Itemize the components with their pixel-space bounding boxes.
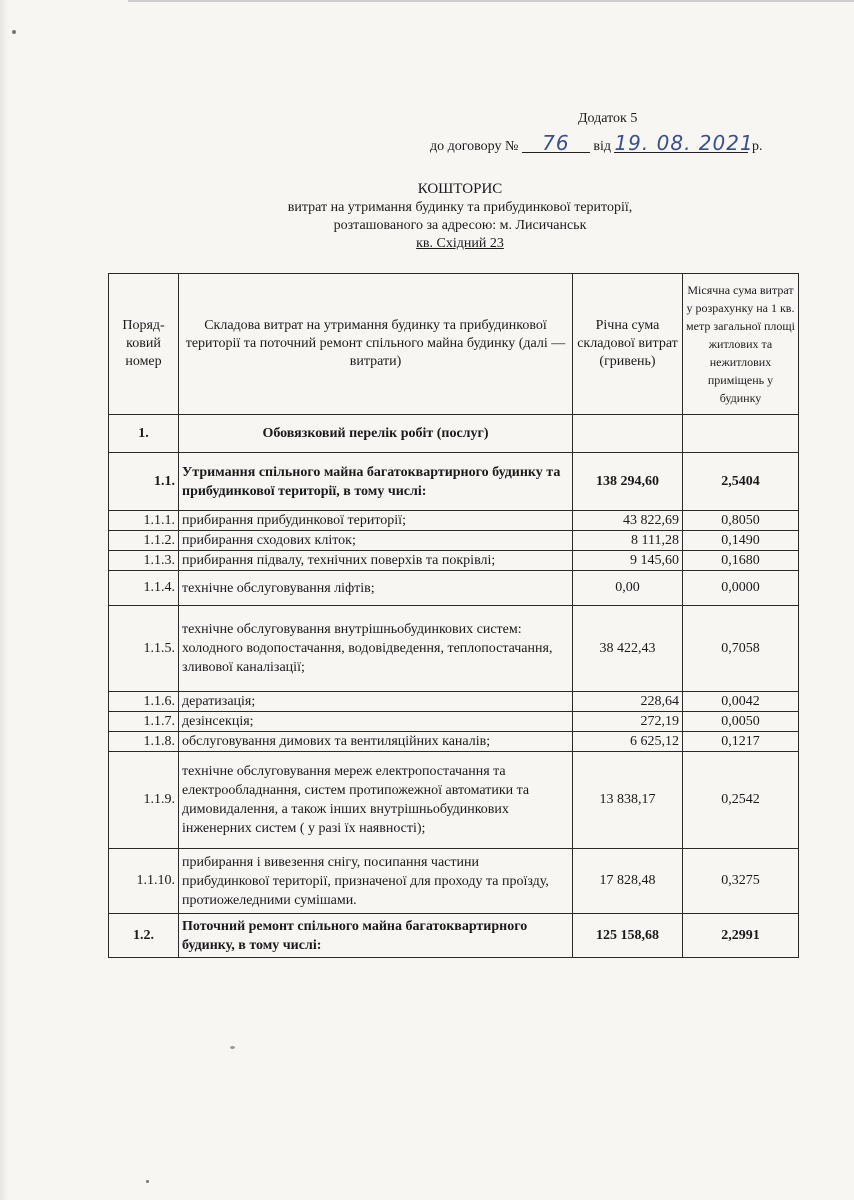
estimate-table xyxy=(108,273,799,958)
header-number: Поряд-ковий номер xyxy=(109,274,179,415)
table-row xyxy=(109,551,799,571)
contract-prefix: до договору № xyxy=(430,139,519,154)
row-monthly: 0,0000 xyxy=(683,571,799,606)
row-number: 1.1. xyxy=(109,453,179,511)
table-row xyxy=(109,531,799,551)
row-monthly: 0,7058 xyxy=(683,606,799,692)
row-monthly: 2,5404 xyxy=(683,453,799,511)
row-monthly: 0,3275 xyxy=(683,849,799,914)
table-row xyxy=(109,571,799,606)
row-number: 1.1.3. xyxy=(109,551,179,571)
row-number: 1.1.8. xyxy=(109,732,179,752)
row-annual: 9 145,60 xyxy=(573,551,683,571)
row-description: технічне обслуговування мереж електропостачання та електрообладнання, систем протипожежної автоматики та димовидалення, а також інших внутрішньобудинкових інженерних систем ( у разі їх наявності); xyxy=(179,752,573,849)
table-row xyxy=(109,415,799,453)
title-address: кв. Східний 23 xyxy=(416,236,504,251)
row-monthly: 0,1217 xyxy=(683,732,799,752)
row-annual: 38 422,43 xyxy=(573,606,683,692)
row-annual xyxy=(573,415,683,453)
scan-shadow xyxy=(0,0,8,1200)
scan-speck xyxy=(146,1180,149,1183)
row-annual: 125 158,68 xyxy=(573,914,683,958)
header-description: Складова витрат на утримання будинку та прибудинкової території та поточний ремонт спільного майна будинку (далі — витрати) xyxy=(179,274,573,415)
scan-speck xyxy=(12,30,16,34)
row-description: Утримання спільного майна багатоквартирного будинку та прибудинкової території, в тому числі: xyxy=(179,453,573,511)
row-number: 1.1.10. xyxy=(109,849,179,914)
row-description: Поточний ремонт спільного майна багатоквартирного будинку, в тому числі: xyxy=(179,914,573,958)
title-line-2: розташованого за адресою: м. Лисичанськ xyxy=(333,218,587,233)
row-description: технічне обслуговування ліфтів; xyxy=(179,571,573,606)
row-number: 1.1.6. xyxy=(109,692,179,712)
table-row xyxy=(109,732,799,752)
row-monthly xyxy=(683,415,799,453)
row-description: прибирання прибудинкової території; xyxy=(179,511,573,531)
row-monthly: 0,0050 xyxy=(683,712,799,732)
row-description: прибирання сходових кліток; xyxy=(179,531,573,551)
row-description: технічне обслуговування внутрішньобудинкових систем: холодного водопостачання, водовідведення, теплопостачання, зливової каналізації; xyxy=(179,606,573,692)
scan-edge xyxy=(128,0,854,2)
table-row xyxy=(109,712,799,732)
row-monthly: 0,1490 xyxy=(683,531,799,551)
table-row xyxy=(109,692,799,712)
table-row xyxy=(109,914,799,958)
table-row xyxy=(109,752,799,849)
row-annual: 138 294,60 xyxy=(573,453,683,511)
title-line-1: витрат на утримання будинку та прибудинкової території, xyxy=(287,200,633,215)
row-description: Обовязковий перелік робіт (послуг) xyxy=(179,415,573,453)
row-annual: 0,00 xyxy=(573,571,683,606)
row-annual: 43 822,69 xyxy=(573,511,683,531)
row-number: 1.2. xyxy=(109,914,179,958)
table-row xyxy=(109,453,799,511)
row-monthly: 0,0042 xyxy=(683,692,799,712)
table-row xyxy=(109,511,799,531)
contract-number: 76 xyxy=(522,134,590,153)
row-annual: 8 111,28 xyxy=(573,531,683,551)
header-monthly: Місячна сума витрат у розрахунку на 1 кв. метр загальної площі житлових та нежитлових приміщень у будинку xyxy=(683,274,799,415)
contract-reference xyxy=(430,131,763,155)
row-number: 1.1.7. xyxy=(109,712,179,732)
contract-date: 19. 08. 2021 xyxy=(614,131,754,155)
row-monthly: 0,8050 xyxy=(683,511,799,531)
table-header-row xyxy=(109,274,799,415)
row-annual: 228,64 xyxy=(573,692,683,712)
date-prefix: від xyxy=(593,139,611,154)
header-annual: Річна сума складової витрат (гривень) xyxy=(573,274,683,415)
row-number: 1.1.5. xyxy=(109,606,179,692)
row-annual: 272,19 xyxy=(573,712,683,732)
row-description: прибирання підвалу, технічних поверхів та покрівлі; xyxy=(179,551,573,571)
row-number: 1.1.4. xyxy=(109,571,179,606)
row-number: 1.1.1. xyxy=(109,511,179,531)
row-annual: 17 828,48 xyxy=(573,849,683,914)
table-row xyxy=(109,606,799,692)
date-suffix: р. xyxy=(751,139,763,154)
row-number: 1.1.9. xyxy=(109,752,179,849)
annex-label: Додаток 5 xyxy=(578,111,638,126)
row-annual: 6 625,12 xyxy=(573,732,683,752)
row-description: обслуговування димових та вентиляційних каналів; xyxy=(179,732,573,752)
table-row xyxy=(109,849,799,914)
row-number: 1.1.2. xyxy=(109,531,179,551)
row-monthly: 2,2991 xyxy=(683,914,799,958)
row-annual: 13 838,17 xyxy=(573,752,683,849)
row-description: прибирання і вивезення снігу, посипання частини прибудинкової території, призначеної для проходу та проїзду, протиожеледними сумішами. xyxy=(179,849,573,914)
row-description: дератизація; xyxy=(179,692,573,712)
row-monthly: 0,2542 xyxy=(683,752,799,849)
scan-speck xyxy=(230,1046,235,1049)
row-description: дезінсекція; xyxy=(179,712,573,732)
row-monthly: 0,1680 xyxy=(683,551,799,571)
title-block xyxy=(180,180,740,253)
document-title: КОШТОРИС xyxy=(417,181,503,197)
row-number: 1. xyxy=(109,415,179,453)
